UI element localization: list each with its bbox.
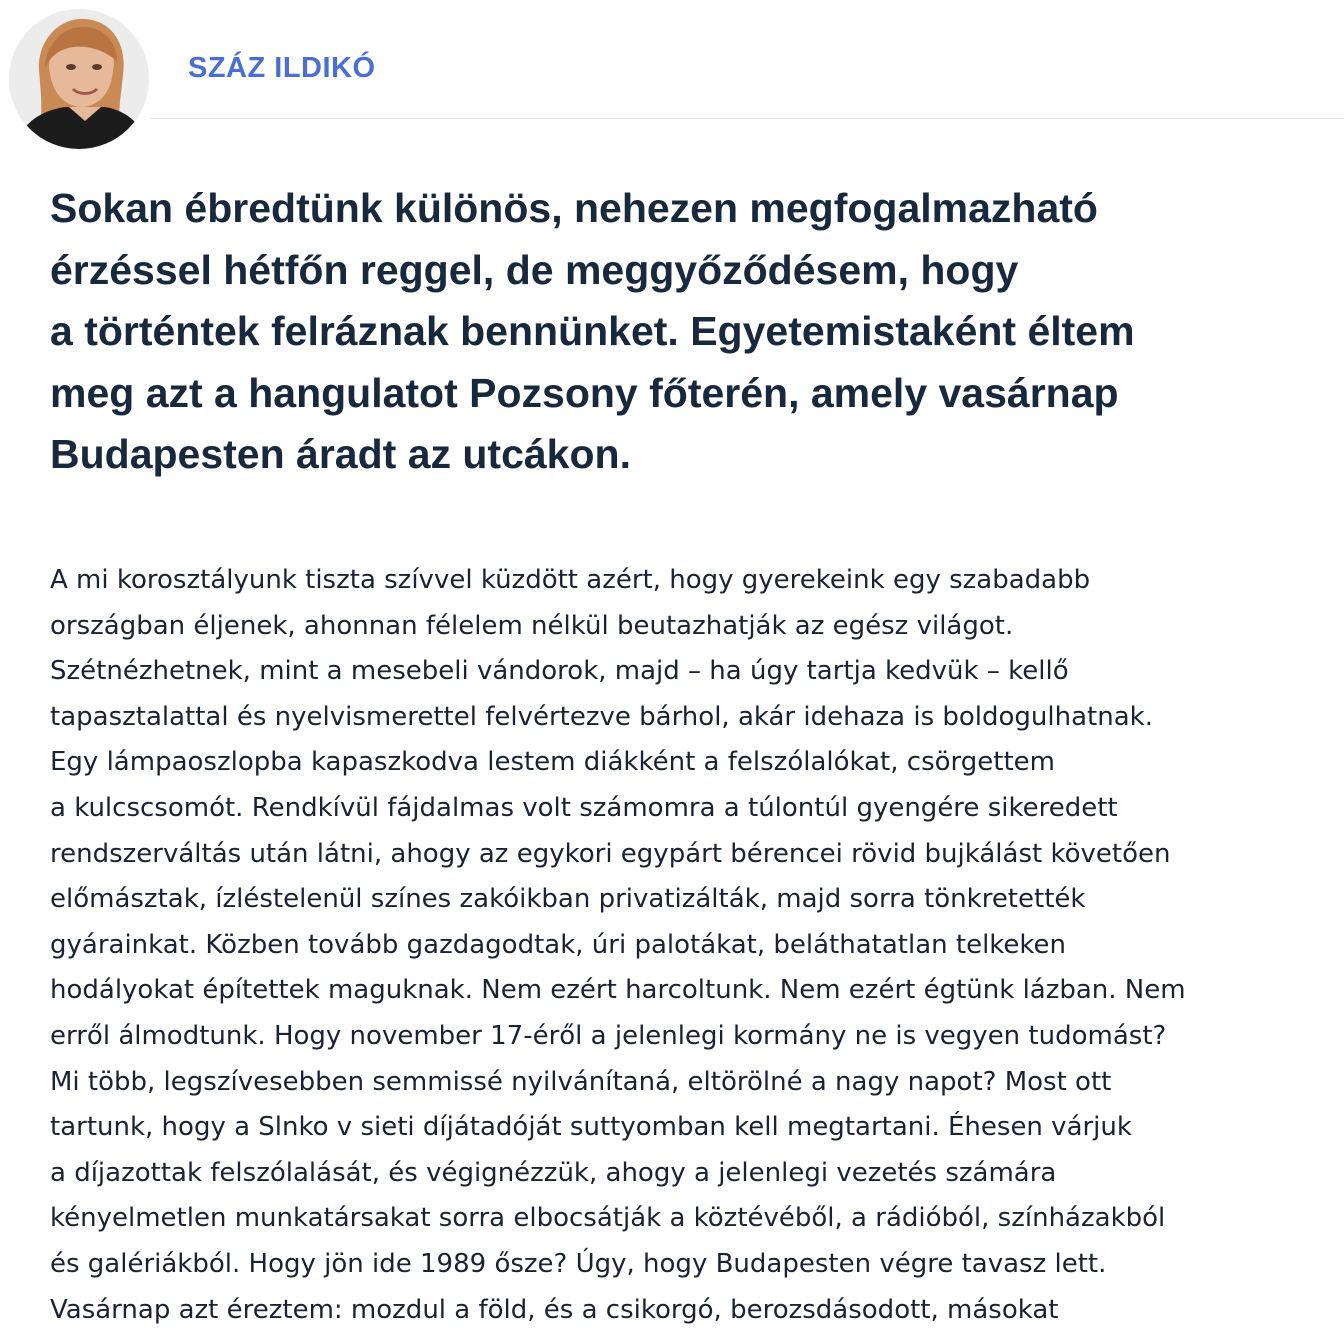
author-portrait-icon — [9, 9, 149, 149]
author-divider — [150, 118, 1344, 119]
lead-line: Sokan ébredtünk különös, nehezen megfogalmazható — [50, 185, 1098, 231]
lead-line: érzéssel hétfőn reggel, de meggyőződésem, hogy — [50, 246, 1019, 293]
body-line: és galériákból. Hogy jön ide 1989 ősze? Úgy, hogy Budapesten végre tavasz lett. — [50, 1248, 1107, 1279]
lead-line: a történtek felráznak bennünket. Egyetemistaként éltem — [50, 308, 1135, 354]
body-line: előmásztak, ízléstelenül színes zakóikban privatizálták, majd sorra tönkretették — [50, 884, 1086, 915]
body-line: tapasztalattal és nyelvismerettel felvértezve bárhol, akár idehaza is boldogulhatnak. — [50, 701, 1153, 732]
body-line: Vasárnap azt éreztem: mozdul a föld, és a csikorgó, berozsdásodott, másokat — [50, 1294, 1059, 1325]
body-line: a kulcscsomót. Rendkívül fájdalmas volt számomra a túlontúl gyengére sikeredett — [50, 792, 1118, 823]
body-line: gyárainkat. Közben tovább gazdagodtak, úri palotákat, beláthatatlan telkeken — [50, 929, 1067, 960]
article-lead — [50, 178, 1310, 486]
body-line: A mi korosztályunk tiszta szívvel küzdött azért, hogy gyerekeink egy szabadabb — [50, 565, 1091, 595]
article-body — [50, 558, 1340, 1333]
body-line: Mi több, legszívesebben semmissé nyilvánítaná, eltörölné a nagy napot? Most ott — [50, 1066, 1112, 1097]
body-line: kényelmetlen munkatársakat sorra elbocsátják a köztévéből, a rádióból, színházakból — [50, 1203, 1166, 1234]
author-name-link[interactable]: SZÁZ ILDIKÓ — [188, 52, 376, 84]
author-bar — [0, 0, 1344, 150]
lead-line: Budapesten áradt az utcákon. — [50, 431, 631, 477]
author-avatar[interactable] — [9, 9, 149, 149]
body-line: erről álmodtunk. Hogy november 17-éről a jelenlegi kormány ne is vegyen tudomást? — [50, 1020, 1167, 1051]
body-line: tartunk, hogy a Slnko v sieti díjátadóját suttyomban kell megtartani. Éhesen várjuk — [50, 1112, 1132, 1143]
body-line: Szétnézhetnek, mint a mesebeli vándorok, majd – ha úgy tartja kedvük – kellő — [50, 656, 1069, 687]
body-line: Egy lámpaoszlopba kapaszkodva lestem diákként a felszólalókat, csörgettem — [50, 747, 1055, 778]
lead-line: meg azt a hangulatot Pozsony főterén, amely vasárnap — [50, 369, 1119, 416]
body-line: hodályokat építettek maguknak. Nem ezért harcoltunk. Nem ezért égtünk lázban. Nem — [50, 975, 1186, 1006]
body-line: országban éljenek, ahonnan félelem nélkül beutazhatják az egész világot. — [50, 610, 1014, 641]
body-line: a díjazottak felszólalását, és végignézzük, ahogy a jelenlegi vezetés számára — [50, 1157, 1057, 1188]
body-line: rendszerváltás után látni, ahogy az egykori egypárt bérencei rövid bujkálást követően — [50, 838, 1171, 869]
